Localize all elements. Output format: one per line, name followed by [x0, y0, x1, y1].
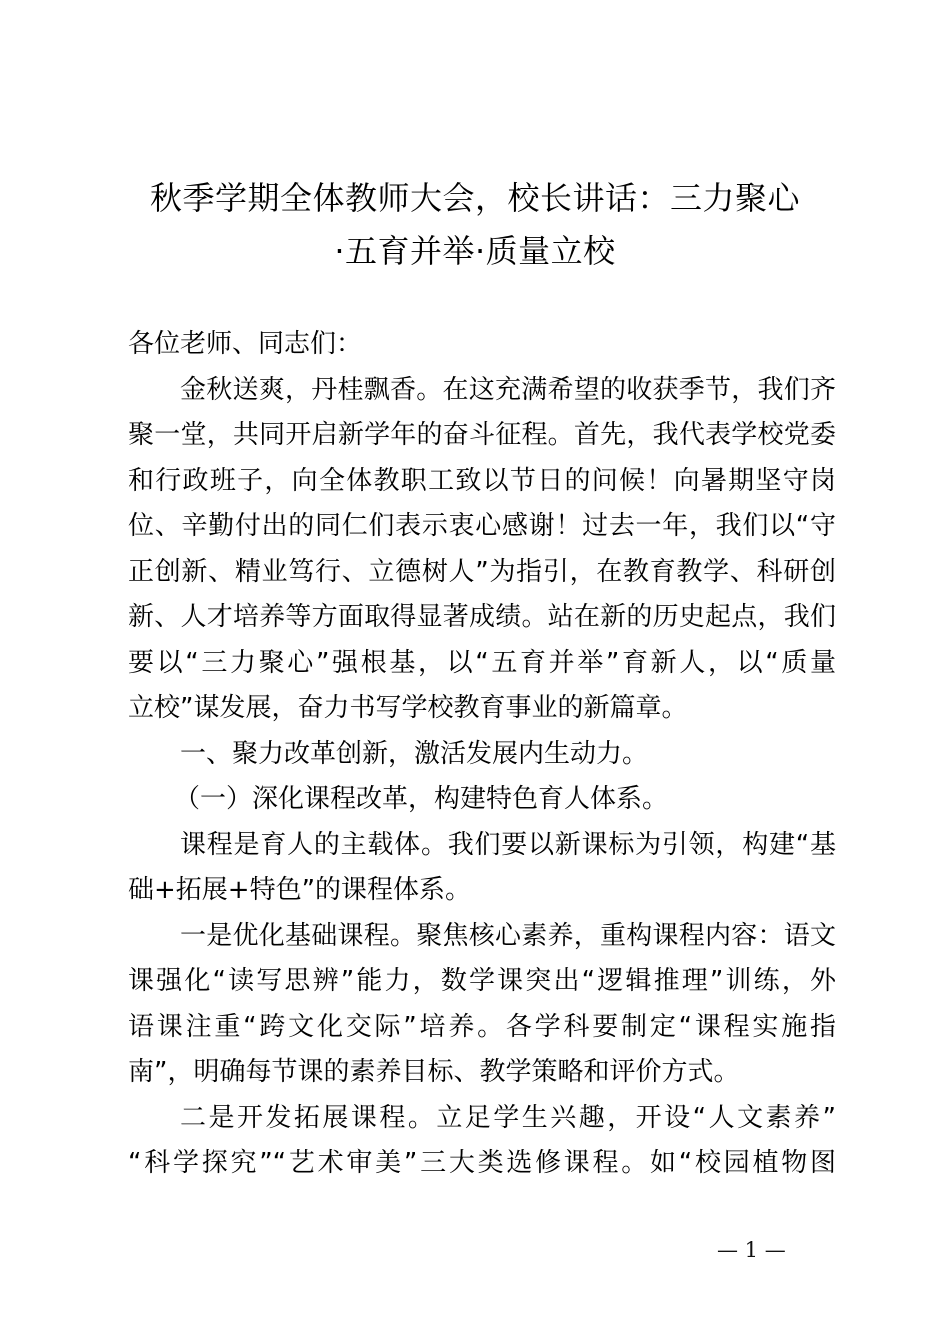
text-line: 课强化“读写思辨”能力，数学课突出“逻辑推理”训练，外: [128, 966, 836, 996]
text-line: 二是开发拓展课程。立足学生兴趣，开设“人文素养”: [180, 1102, 836, 1133]
text-line: 要以“三力聚心”强根基，以“五育并举”育新人，以“质量: [128, 647, 836, 678]
section-heading-1: [128, 732, 836, 778]
page-number: — 1 —: [717, 1238, 786, 1262]
paragraph-opening: [128, 368, 836, 732]
document-body: [128, 322, 836, 1187]
paragraph-basic-courses: [128, 914, 836, 1096]
title-line-2: ·五育并举·质量立校: [334, 232, 616, 270]
document-title: [110, 172, 840, 278]
text-line: 础+拓展+特色”的课程体系。: [128, 875, 472, 905]
salutation: 各位老师、同志们：: [128, 329, 363, 359]
text-line: 南”，明确每节课的素养目标、教学策略和评价方式。: [128, 1057, 740, 1087]
text-line: 正创新、精业笃行、立德树人”为指引，在教育教学、科研创: [128, 556, 836, 587]
text-line: “科学探究”“艺术审美”三大类选修课程。如“校园植物图: [128, 1148, 836, 1178]
text-line: 和行政班子，向全体教职工致以节日的问候！向暑期坚守岗: [128, 465, 836, 496]
text-line: 语课注重“跨文化交际”培养。各学科要制定“课程实施指: [128, 1011, 836, 1042]
heading-line: （一）深化课程改革，构建特色育人体系。: [174, 784, 669, 814]
title-line-1: 秋季学期全体教师大会，校长讲话：三力聚心: [149, 179, 800, 217]
text-line: 聚一堂，共同开启新学年的奋斗征程。首先，我代表学校党委: [128, 420, 836, 450]
heading-line: 一、聚力改革创新，激活发展内生动力。: [180, 738, 649, 769]
text-line: 金秋送爽，丹桂飘香。在这充满希望的收获季节，我们齐: [180, 374, 836, 405]
text-line: 一是优化基础课程。聚焦核心素养，重构课程内容：语文: [180, 920, 836, 951]
text-line: 新、人才培养等方面取得显著成绩。站在新的历史起点，我们: [128, 602, 836, 632]
text-line: 课程是育人的主载体。我们要以新课标为引领，构建“基: [180, 829, 836, 860]
paragraph-extended-courses: [128, 1096, 836, 1187]
text-line: 立校”谋发展，奋力书写学校教育事业的新篇章。: [128, 693, 688, 723]
paragraph-curriculum: [128, 823, 836, 914]
subsection-heading-1: [128, 777, 836, 823]
text-line: 位、辛勤付出的同仁们表示衷心感谢！过去一年，我们以“守: [128, 511, 836, 541]
